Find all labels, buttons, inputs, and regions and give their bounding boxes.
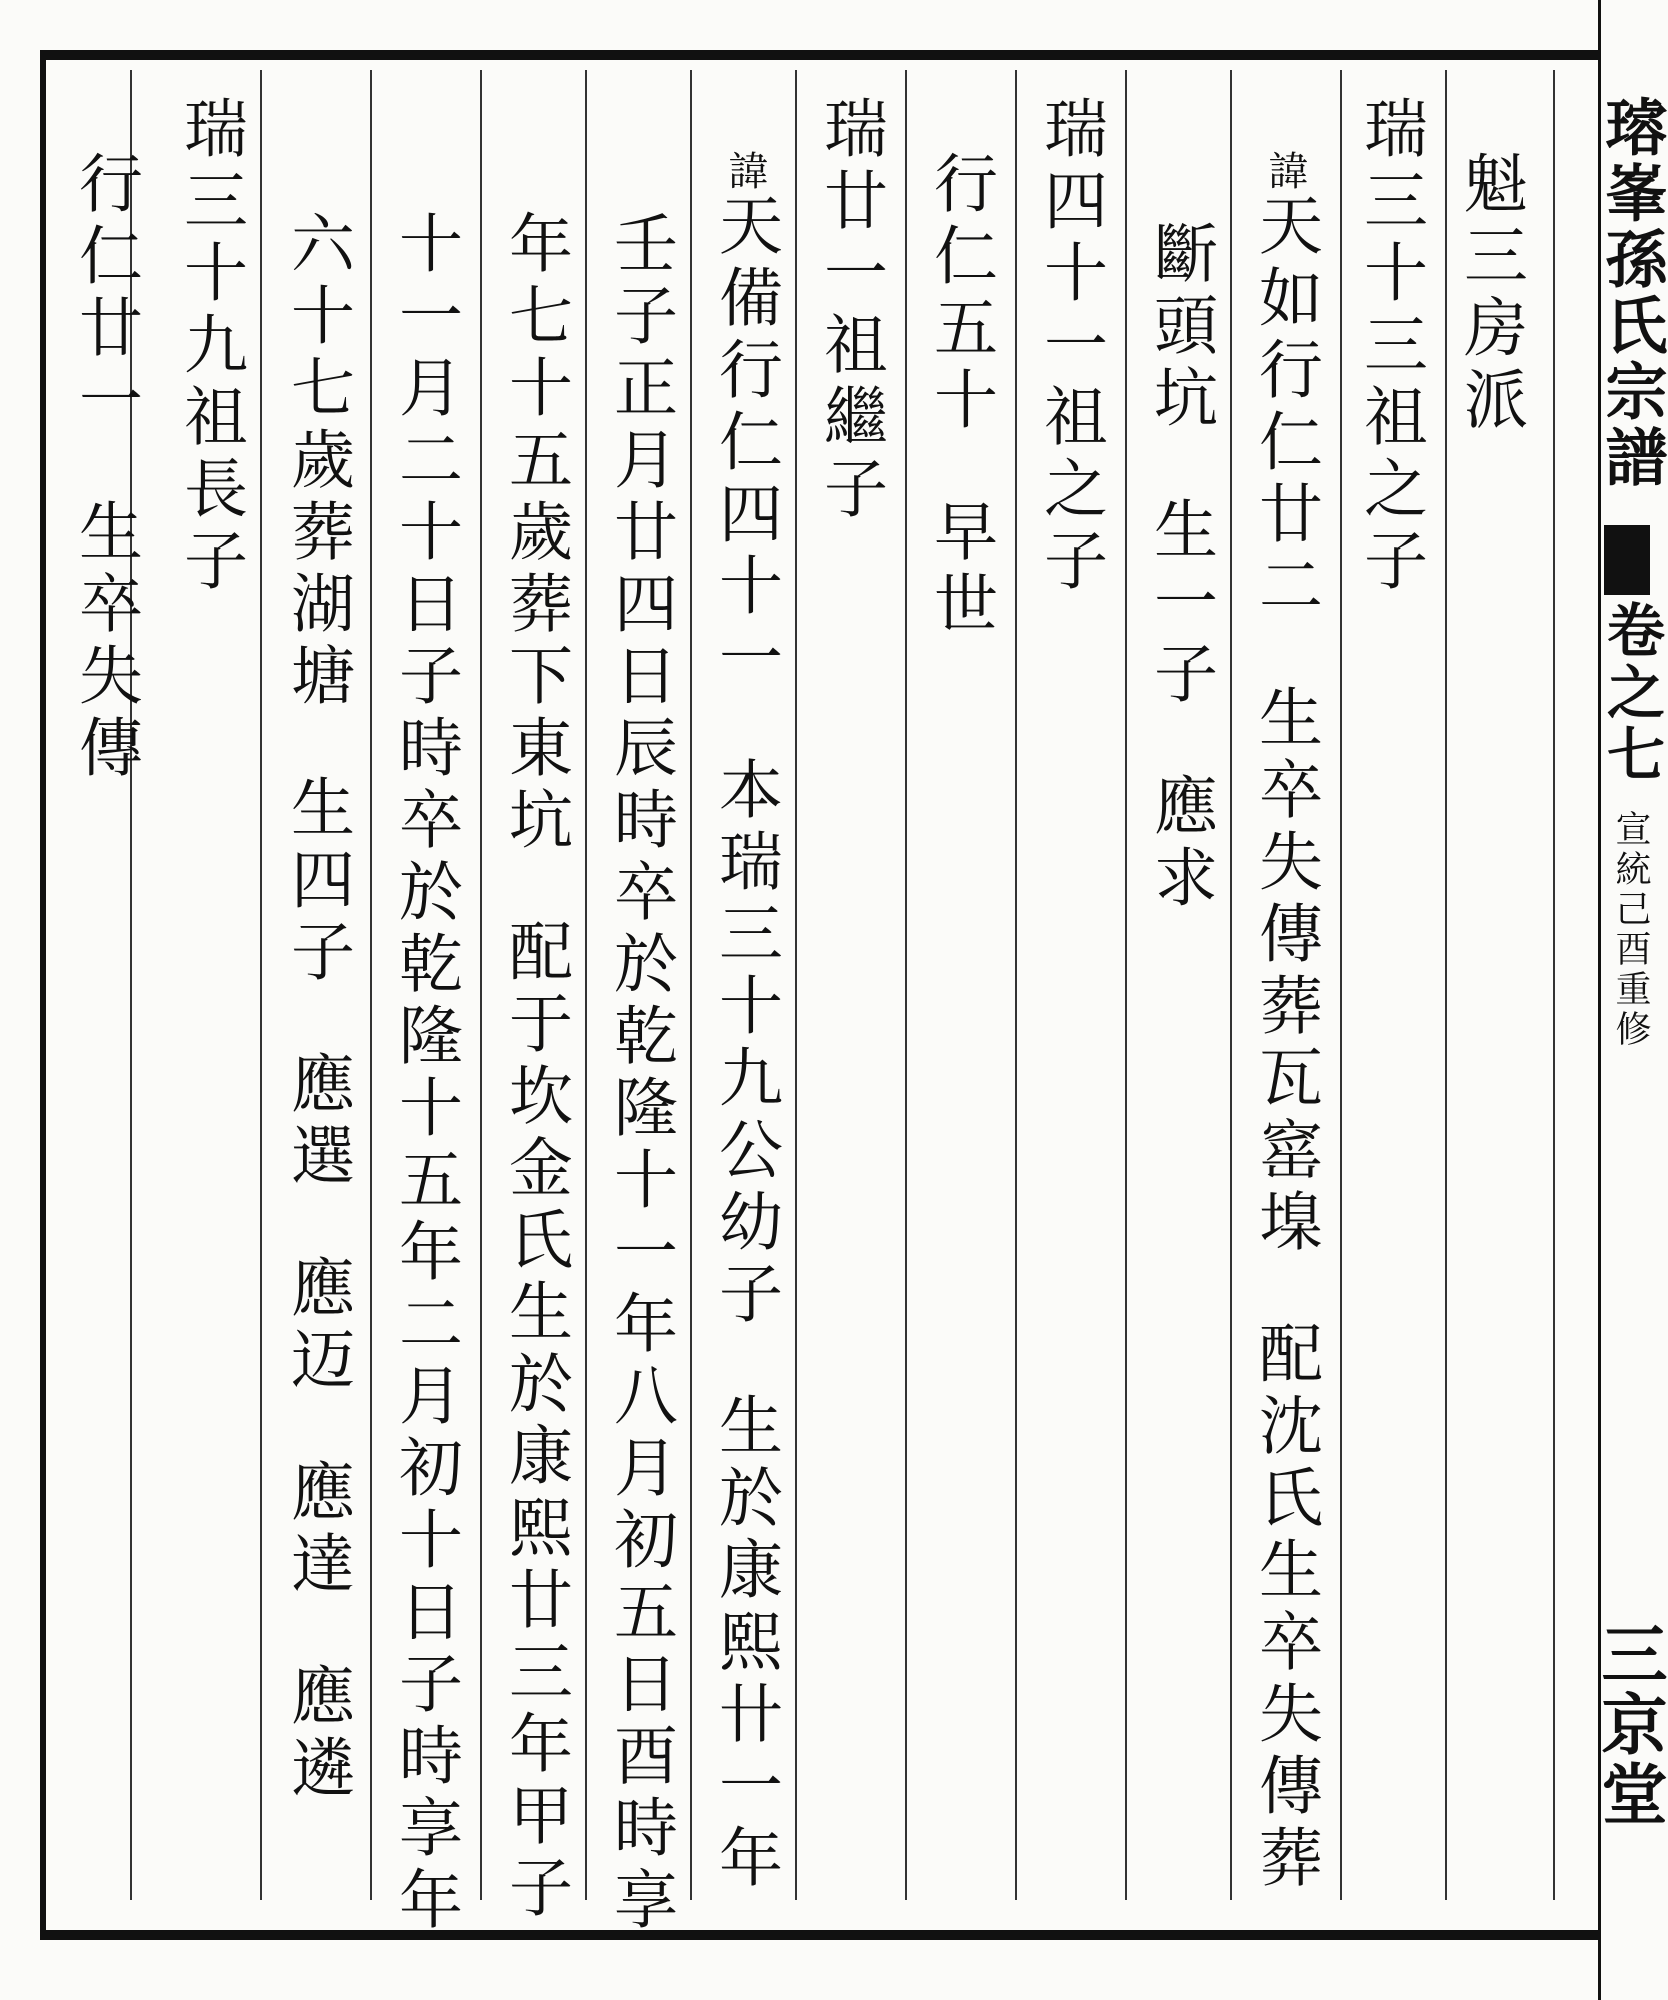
column-rule — [370, 70, 372, 1900]
margin-volume: 卷之七 — [1597, 600, 1665, 786]
record-text: 壬子正月廿四日辰時卒於乾隆十一年八月初五日酉時享 — [603, 210, 677, 1938]
children-count: 生一子 — [1143, 496, 1217, 712]
text-column — [490, 210, 580, 1926]
column-rule — [1125, 70, 1127, 1900]
rank-name: 行仁五十 — [923, 150, 997, 438]
rank-name: 行仁廿一 — [68, 150, 142, 438]
spouse-record: 配沈氏生卒失傳葬 — [1248, 1320, 1322, 1896]
burial-place: 斷頭坑 — [1143, 220, 1217, 436]
spouse-record: 配于坎金氏生於康熙廿三年甲子 — [498, 918, 572, 1926]
column-rule — [260, 70, 262, 1900]
column-rule — [1340, 70, 1342, 1900]
column-rule — [1230, 70, 1232, 1900]
text-column — [1345, 95, 1435, 599]
text-column — [700, 150, 790, 1896]
text-column — [1240, 150, 1330, 1896]
given-name: 天備行仁四十一 — [708, 192, 782, 696]
child-name: 應求 — [1143, 772, 1217, 916]
child-name: 應達 — [280, 1458, 354, 1602]
text-column — [1445, 150, 1535, 438]
margin-hall: 三京堂 — [1590, 1620, 1668, 1830]
lineage-line: 瑞四十一祖之子 — [1033, 95, 1107, 599]
text-column — [1135, 220, 1225, 916]
lineage-line: 瑞廿一祖繼子 — [813, 95, 887, 527]
record-text: 生卒失傳葬瓦窰㙞 — [1248, 684, 1322, 1260]
record-text: 年七十五歲葬下東坑 — [498, 210, 572, 858]
record-text: 十一月二十日子時卒於乾隆十五年二月初十日子時享年 — [388, 210, 462, 1938]
text-column — [165, 95, 255, 599]
record-text: 生卒失傳 — [68, 498, 142, 786]
text-column — [915, 150, 1005, 642]
record-text: 本瑞三十九公幼子 — [708, 756, 782, 1332]
column-rule — [690, 70, 692, 1900]
margin-edition: 宣統己酉重修 — [1610, 810, 1651, 1050]
text-column — [1025, 95, 1115, 599]
given-name: 天如行仁廿二 — [1248, 192, 1322, 624]
child-name: 應迈 — [280, 1254, 354, 1398]
text-column — [805, 95, 895, 527]
column-rule — [1015, 70, 1017, 1900]
lineage-line: 瑞三十三祖之子 — [1353, 95, 1427, 599]
taboo-name-marker: 諱 — [1262, 150, 1308, 192]
record-text: 早世 — [923, 498, 997, 642]
margin-title: 𤩅峯孫氏宗譜 — [1595, 95, 1668, 491]
taboo-name-marker: 諱 — [722, 150, 768, 192]
text-column — [380, 210, 470, 1938]
column-rule — [795, 70, 797, 1900]
column-rule — [905, 70, 907, 1900]
column-rule — [1553, 70, 1555, 1900]
birth-record: 生於康熙卄一年 — [708, 1392, 782, 1896]
text-column — [272, 210, 362, 1806]
fishtail-mark — [1604, 525, 1650, 595]
child-name: 應遴 — [280, 1662, 354, 1806]
column-rule — [585, 70, 587, 1900]
record-text: 六十七歲葬湖塘 — [280, 210, 354, 714]
child-name: 應選 — [280, 1050, 354, 1194]
lineage-line: 瑞三十九祖長子 — [173, 95, 247, 599]
children-count: 生四子 — [280, 774, 354, 990]
text-column — [60, 150, 150, 786]
text-column — [595, 210, 685, 1938]
column-rule — [480, 70, 482, 1900]
branch-heading: 魁三房派 — [1453, 150, 1527, 438]
